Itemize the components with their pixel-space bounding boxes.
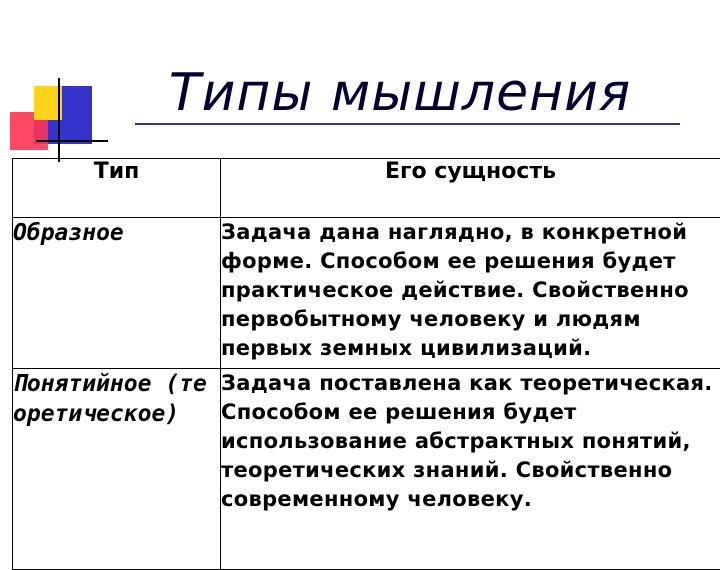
header-type: Тип [13, 159, 221, 218]
header-essence: Его сущность [221, 159, 720, 218]
row-essence: Задача дана наглядно, в конкретной форме. Способом ее решения будет практическое действие. Свойственно первобытному человеку и людям первых земных цивилизаций. [221, 218, 720, 369]
title-underline [135, 123, 680, 125]
table-row [13, 369, 720, 570]
table-header-row [13, 159, 720, 218]
row-type: Понятийное (теоретическое) [13, 369, 221, 570]
page-title: Типы мышления [120, 58, 680, 128]
row-essence: Задача поставлена как теоретическая. Способом ее решения будет использование абстрактных понятий, теоретических знаний. Свойственно современному человеку. [221, 369, 720, 570]
row-type: Образное [13, 218, 221, 369]
yellow-square [34, 86, 62, 120]
decorative-squares [0, 0, 110, 170]
thinking-types-table [12, 158, 720, 570]
table-row [13, 218, 720, 369]
